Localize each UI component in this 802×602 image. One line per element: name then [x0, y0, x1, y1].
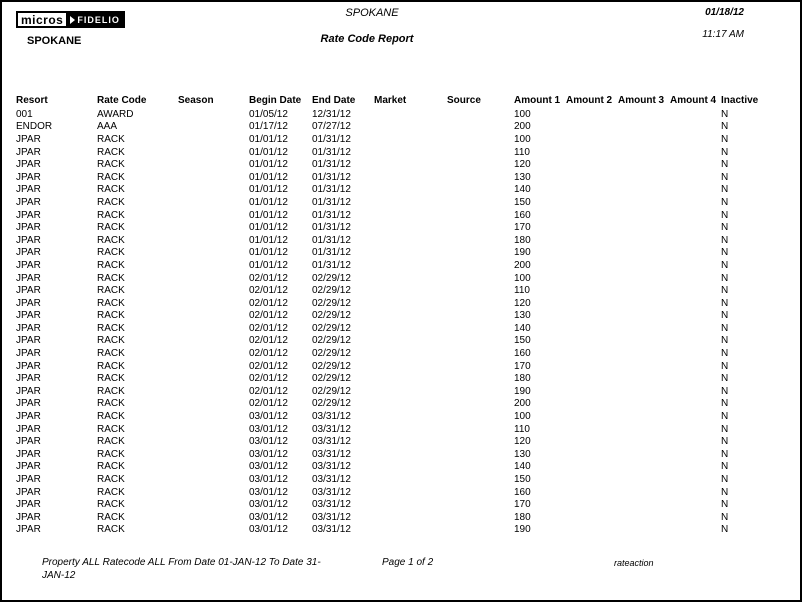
cell-resort: JPAR — [16, 461, 41, 473]
cell-resort: JPAR — [16, 234, 41, 246]
cell-resort: JPAR — [16, 285, 41, 297]
cell-rate-code: RACK — [97, 259, 125, 271]
cell-resort: JPAR — [16, 297, 41, 309]
cell-amount1: 170 — [514, 222, 531, 234]
cell-begin-date: 02/01/12 — [249, 360, 288, 372]
footer-filter-summary — [42, 556, 542, 582]
cell-inactive: N — [721, 461, 729, 473]
cell-amount1: 100 — [514, 411, 531, 423]
rate-code-table — [16, 92, 781, 536]
cell-rate-code: RACK — [97, 196, 125, 208]
cell-begin-date: 01/01/12 — [249, 209, 288, 221]
cell-amount1: 180 — [514, 373, 531, 385]
cell-rate-code: AAA — [97, 121, 118, 133]
cell-begin-date: 02/01/12 — [249, 310, 288, 322]
cell-inactive: N — [721, 285, 729, 297]
cell-inactive: N — [721, 436, 729, 448]
cell-inactive: N — [721, 385, 729, 397]
table-row — [16, 486, 781, 499]
cell-inactive: N — [721, 398, 729, 410]
cell-rate-code: RACK — [97, 499, 125, 511]
cell-rate-code: RACK — [97, 285, 125, 297]
table-row — [16, 473, 781, 486]
cell-rate-code: RACK — [97, 474, 125, 486]
cell-rate-code: RACK — [97, 133, 125, 145]
cell-rate-code: RACK — [97, 335, 125, 347]
cell-resort: JPAR — [16, 423, 41, 435]
table-row — [16, 385, 781, 398]
cell-inactive: N — [721, 360, 729, 372]
cell-end-date: 01/31/12 — [312, 146, 351, 158]
table-row — [16, 310, 781, 323]
cell-inactive: N — [721, 373, 729, 385]
cell-inactive: N — [721, 348, 729, 360]
cell-rate-code: RACK — [97, 398, 125, 410]
cell-begin-date: 01/17/12 — [249, 121, 288, 133]
cell-resort: JPAR — [16, 448, 41, 460]
cell-begin-date: 03/01/12 — [249, 461, 288, 473]
cell-amount1: 170 — [514, 360, 531, 372]
cell-inactive: N — [721, 146, 729, 158]
cell-end-date: 01/31/12 — [312, 209, 351, 221]
cell-begin-date: 03/01/12 — [249, 499, 288, 511]
cell-end-date: 02/29/12 — [312, 322, 351, 334]
cell-end-date: 01/31/12 — [312, 222, 351, 234]
cell-end-date: 03/31/12 — [312, 448, 351, 460]
cell-end-date: 01/31/12 — [312, 159, 351, 171]
column-header-amount1: Amount 1 — [514, 94, 561, 106]
cell-begin-date: 01/01/12 — [249, 133, 288, 145]
cell-resort: JPAR — [16, 436, 41, 448]
cell-end-date: 03/31/12 — [312, 411, 351, 423]
cell-resort: JPAR — [16, 524, 41, 536]
table-row — [16, 259, 781, 272]
cell-amount1: 100 — [514, 133, 531, 145]
cell-rate-code: RACK — [97, 411, 125, 423]
cell-amount1: 180 — [514, 234, 531, 246]
cell-amount1: 100 — [514, 272, 531, 284]
cell-amount1: 110 — [514, 285, 530, 297]
cell-resort: JPAR — [16, 209, 41, 221]
cell-rate-code: RACK — [97, 297, 125, 309]
cell-resort: JPAR — [16, 222, 41, 234]
cell-inactive: N — [721, 222, 729, 234]
cell-resort: JPAR — [16, 348, 41, 360]
cell-resort: JPAR — [16, 335, 41, 347]
cell-rate-code: RACK — [97, 461, 125, 473]
cell-amount1: 120 — [514, 159, 531, 171]
cell-begin-date: 01/01/12 — [249, 247, 288, 259]
cell-amount1: 190 — [514, 247, 531, 259]
cell-end-date: 02/29/12 — [312, 398, 351, 410]
cell-begin-date: 03/01/12 — [249, 436, 288, 448]
cell-resort: JPAR — [16, 398, 41, 410]
table-row — [16, 297, 781, 310]
cell-end-date: 03/31/12 — [312, 423, 351, 435]
cell-end-date: 02/29/12 — [312, 310, 351, 322]
cell-end-date: 07/27/12 — [312, 121, 351, 133]
cell-resort: JPAR — [16, 474, 41, 486]
cell-rate-code: RACK — [97, 360, 125, 372]
cell-inactive: N — [721, 322, 729, 334]
cell-end-date: 01/31/12 — [312, 234, 351, 246]
table-row — [16, 498, 781, 511]
run-date: 01/18/12 — [705, 7, 744, 18]
cell-rate-code: RACK — [97, 524, 125, 536]
column-header-market: Market — [374, 94, 407, 106]
cell-inactive: N — [721, 121, 729, 133]
table-row — [16, 372, 781, 385]
cell-end-date: 02/29/12 — [312, 297, 351, 309]
cell-resort: JPAR — [16, 373, 41, 385]
cell-inactive: N — [721, 234, 729, 246]
cell-inactive: N — [721, 423, 729, 435]
table-row — [16, 196, 781, 209]
cell-resort: JPAR — [16, 511, 41, 523]
cell-resort: JPAR — [16, 411, 41, 423]
cell-end-date: 03/31/12 — [312, 474, 351, 486]
cell-inactive: N — [721, 411, 729, 423]
table-row — [16, 511, 781, 524]
cell-begin-date: 02/01/12 — [249, 272, 288, 284]
cell-rate-code: RACK — [97, 448, 125, 460]
logo-micros-text: micros — [16, 11, 68, 28]
cell-rate-code: RACK — [97, 348, 125, 360]
cell-inactive: N — [721, 159, 729, 171]
table-row — [16, 423, 781, 436]
cell-amount1: 130 — [514, 310, 531, 322]
cell-resort: JPAR — [16, 146, 41, 158]
cell-amount1: 110 — [514, 146, 530, 158]
table-row — [16, 410, 781, 423]
cell-amount1: 190 — [514, 385, 531, 397]
table-row — [16, 234, 781, 247]
logo-fidelio-label: FIDELIO — [77, 14, 120, 25]
cell-begin-date: 03/01/12 — [249, 486, 288, 498]
cell-rate-code: RACK — [97, 423, 125, 435]
cell-end-date: 02/29/12 — [312, 385, 351, 397]
table-row — [16, 398, 781, 411]
cell-end-date: 02/29/12 — [312, 373, 351, 385]
cell-rate-code: RACK — [97, 234, 125, 246]
cell-begin-date: 02/01/12 — [249, 335, 288, 347]
table-row — [16, 171, 781, 184]
table-row — [16, 347, 781, 360]
cell-inactive: N — [721, 108, 729, 120]
cell-end-date: 01/31/12 — [312, 133, 351, 145]
cell-inactive: N — [721, 184, 729, 196]
run-time: 11:17 AM — [702, 29, 744, 40]
cell-resort: JPAR — [16, 171, 41, 183]
cell-begin-date: 01/01/12 — [249, 146, 288, 158]
cell-end-date: 02/29/12 — [312, 335, 351, 347]
cell-amount1: 200 — [514, 121, 531, 133]
cell-rate-code: RACK — [97, 385, 125, 397]
cell-resort: JPAR — [16, 247, 41, 259]
cell-begin-date: 03/01/12 — [249, 448, 288, 460]
cell-inactive: N — [721, 133, 729, 145]
table-row — [16, 121, 781, 134]
cell-end-date: 02/29/12 — [312, 272, 351, 284]
cell-amount1: 150 — [514, 474, 531, 486]
cell-amount1: 120 — [514, 297, 531, 309]
cell-resort: JPAR — [16, 486, 41, 498]
column-header-amount3: Amount 3 — [618, 94, 665, 106]
footer-filter-line1: Property ALL Ratecode ALL From Date 01-JAN-12 To Date 31- — [42, 557, 321, 568]
cell-begin-date: 02/01/12 — [249, 285, 288, 297]
cell-inactive: N — [721, 259, 729, 271]
cell-rate-code: RACK — [97, 511, 125, 523]
cell-end-date: 02/29/12 — [312, 348, 351, 360]
table-row — [16, 322, 781, 335]
cell-amount1: 170 — [514, 499, 531, 511]
cell-begin-date: 02/01/12 — [249, 322, 288, 334]
cell-rate-code: RACK — [97, 184, 125, 196]
cell-inactive: N — [721, 272, 729, 284]
cell-amount1: 140 — [514, 461, 531, 473]
column-header-amount4: Amount 4 — [670, 94, 717, 106]
table-header — [16, 92, 781, 108]
cell-inactive: N — [721, 335, 729, 347]
cell-begin-date: 03/01/12 — [249, 474, 288, 486]
cell-amount1: 110 — [514, 423, 530, 435]
cell-begin-date: 02/01/12 — [249, 385, 288, 397]
cell-amount1: 180 — [514, 511, 531, 523]
cell-inactive: N — [721, 511, 729, 523]
cell-end-date: 03/31/12 — [312, 486, 351, 498]
table-row — [16, 209, 781, 222]
table-row — [16, 272, 781, 285]
cell-rate-code: RACK — [97, 436, 125, 448]
column-header-source: Source — [447, 94, 481, 106]
cell-amount1: 130 — [514, 448, 531, 460]
cell-end-date: 03/31/12 — [312, 461, 351, 473]
cell-inactive: N — [721, 499, 729, 511]
table-row — [16, 133, 781, 146]
cell-amount1: 100 — [514, 108, 531, 120]
cell-begin-date: 01/01/12 — [249, 222, 288, 234]
cell-resort: JPAR — [16, 159, 41, 171]
cell-amount1: 200 — [514, 398, 531, 410]
cell-end-date: 02/29/12 — [312, 285, 351, 297]
table-row — [16, 461, 781, 474]
table-row — [16, 284, 781, 297]
cell-inactive: N — [721, 196, 729, 208]
cell-begin-date: 02/01/12 — [249, 398, 288, 410]
cell-amount1: 190 — [514, 524, 531, 536]
column-header-rate-code: Rate Code — [97, 94, 147, 106]
cell-inactive: N — [721, 474, 729, 486]
cell-begin-date: 01/01/12 — [249, 171, 288, 183]
cell-inactive: N — [721, 297, 729, 309]
cell-begin-date: 02/01/12 — [249, 348, 288, 360]
cell-inactive: N — [721, 247, 729, 259]
cell-end-date: 01/31/12 — [312, 259, 351, 271]
cell-rate-code: RACK — [97, 310, 125, 322]
cell-rate-code: AWARD — [97, 108, 134, 120]
cell-begin-date: 03/01/12 — [249, 524, 288, 536]
cell-end-date: 03/31/12 — [312, 499, 351, 511]
cell-begin-date: 01/01/12 — [249, 159, 288, 171]
cell-end-date: 01/31/12 — [312, 247, 351, 259]
cell-begin-date: 03/01/12 — [249, 511, 288, 523]
cell-rate-code: RACK — [97, 146, 125, 158]
column-header-inactive: Inactive — [721, 94, 759, 106]
table-row — [16, 335, 781, 348]
cell-resort: JPAR — [16, 184, 41, 196]
table-row — [16, 247, 781, 260]
table-row — [16, 448, 781, 461]
table-row — [16, 158, 781, 171]
cell-resort: JPAR — [16, 133, 41, 145]
cell-rate-code: RACK — [97, 486, 125, 498]
cell-end-date: 02/29/12 — [312, 360, 351, 372]
cell-begin-date: 02/01/12 — [249, 297, 288, 309]
table-body — [16, 108, 781, 536]
cell-inactive: N — [721, 524, 729, 536]
cell-end-date: 01/31/12 — [312, 171, 351, 183]
cell-resort: JPAR — [16, 259, 41, 271]
footer-report-name: rateaction — [614, 558, 654, 568]
cell-amount1: 150 — [514, 196, 531, 208]
cell-end-date: 03/31/12 — [312, 436, 351, 448]
cell-amount1: 200 — [514, 259, 531, 271]
cell-end-date: 03/31/12 — [312, 524, 351, 536]
cell-end-date: 03/31/12 — [312, 511, 351, 523]
cell-begin-date: 01/01/12 — [249, 184, 288, 196]
cell-inactive: N — [721, 171, 729, 183]
table-row — [16, 184, 781, 197]
table-row — [16, 360, 781, 373]
cell-end-date: 01/31/12 — [312, 184, 351, 196]
cell-resort: JPAR — [16, 196, 41, 208]
cell-begin-date: 01/01/12 — [249, 259, 288, 271]
column-header-begin-date: Begin Date — [249, 94, 302, 106]
column-header-end-date: End Date — [312, 94, 356, 106]
cell-resort: JPAR — [16, 310, 41, 322]
cell-amount1: 130 — [514, 171, 531, 183]
column-header-resort: Resort — [16, 94, 48, 106]
cell-begin-date: 01/05/12 — [249, 108, 288, 120]
cell-rate-code: RACK — [97, 322, 125, 334]
report-property-header: SPOKANE — [345, 7, 399, 19]
cell-resort: JPAR — [16, 322, 41, 334]
report-title: Rate Code Report — [320, 33, 414, 45]
table-row — [16, 221, 781, 234]
cell-end-date: 01/31/12 — [312, 196, 351, 208]
cell-amount1: 160 — [514, 486, 531, 498]
cell-amount1: 160 — [514, 348, 531, 360]
cell-begin-date: 02/01/12 — [249, 373, 288, 385]
cell-resort: ENDOR — [16, 121, 53, 133]
cell-resort: JPAR — [16, 360, 41, 372]
cell-amount1: 150 — [514, 335, 531, 347]
page-indicator: Page 1 of 2 — [382, 557, 434, 568]
cell-amount1: 140 — [514, 322, 531, 334]
cell-resort: JPAR — [16, 385, 41, 397]
cell-begin-date: 03/01/12 — [249, 423, 288, 435]
cell-rate-code: RACK — [97, 159, 125, 171]
cell-inactive: N — [721, 310, 729, 322]
cell-inactive: N — [721, 209, 729, 221]
cell-rate-code: RACK — [97, 272, 125, 284]
table-row — [16, 435, 781, 448]
table-row — [16, 146, 781, 159]
column-header-amount2: Amount 2 — [566, 94, 613, 106]
cell-begin-date: 01/01/12 — [249, 234, 288, 246]
cell-resort: 001 — [16, 108, 33, 120]
cell-begin-date: 03/01/12 — [249, 411, 288, 423]
cell-begin-date: 01/01/12 — [249, 196, 288, 208]
column-header-season: Season — [178, 94, 214, 106]
table-row — [16, 524, 781, 537]
cell-amount1: 160 — [514, 209, 531, 221]
cell-rate-code: RACK — [97, 373, 125, 385]
cell-resort: JPAR — [16, 272, 41, 284]
property-name: SPOKANE — [27, 35, 82, 47]
cell-rate-code: RACK — [97, 209, 125, 221]
cell-end-date: 12/31/12 — [312, 108, 351, 120]
cell-resort: JPAR — [16, 499, 41, 511]
cell-rate-code: RACK — [97, 222, 125, 234]
cell-inactive: N — [721, 486, 729, 498]
cell-rate-code: RACK — [97, 171, 125, 183]
footer-filter-line2: JAN-12 — [42, 570, 76, 581]
cell-rate-code: RACK — [97, 247, 125, 259]
cell-inactive: N — [721, 448, 729, 460]
cell-amount1: 140 — [514, 184, 531, 196]
table-row — [16, 108, 781, 121]
cell-amount1: 120 — [514, 436, 531, 448]
